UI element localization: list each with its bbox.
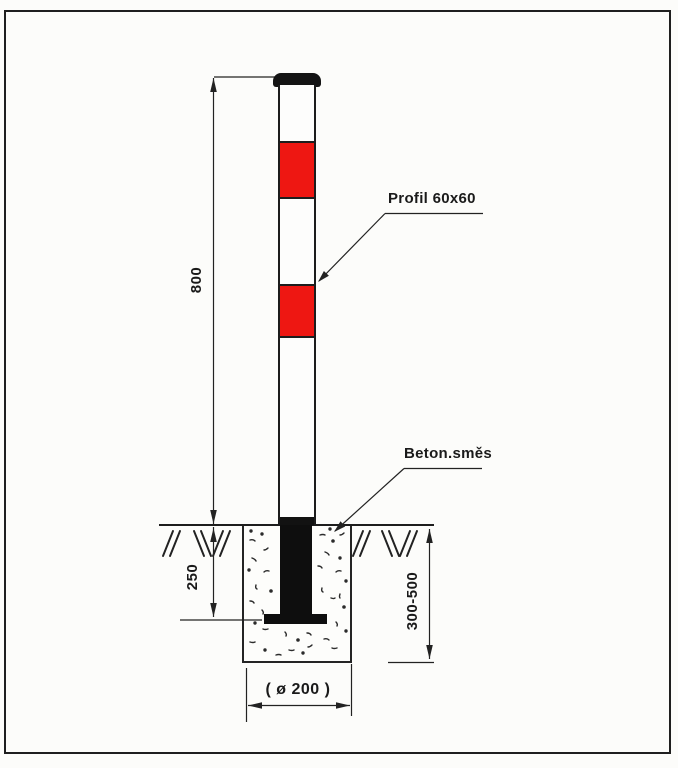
dim-250-text: 250 [184, 563, 201, 591]
embedded-post-section [280, 525, 312, 615]
leader-profil [318, 214, 483, 283]
dim-800-line [210, 77, 277, 524]
leader-beton [334, 469, 482, 533]
red-stripe-top [280, 141, 314, 199]
red-stripe-bottom [280, 284, 314, 338]
dim-800-text: 800 [188, 266, 205, 294]
dim-200-text: ( ø 200 ) [265, 681, 331, 698]
post-ground-collar [280, 517, 314, 525]
post-body [278, 85, 316, 525]
dim-300-500-text: 300-500 [404, 571, 421, 631]
profile-label: Profil 60x60 [388, 190, 476, 207]
post-base-plate [264, 614, 327, 624]
concrete-label: Beton.směs [404, 445, 493, 462]
